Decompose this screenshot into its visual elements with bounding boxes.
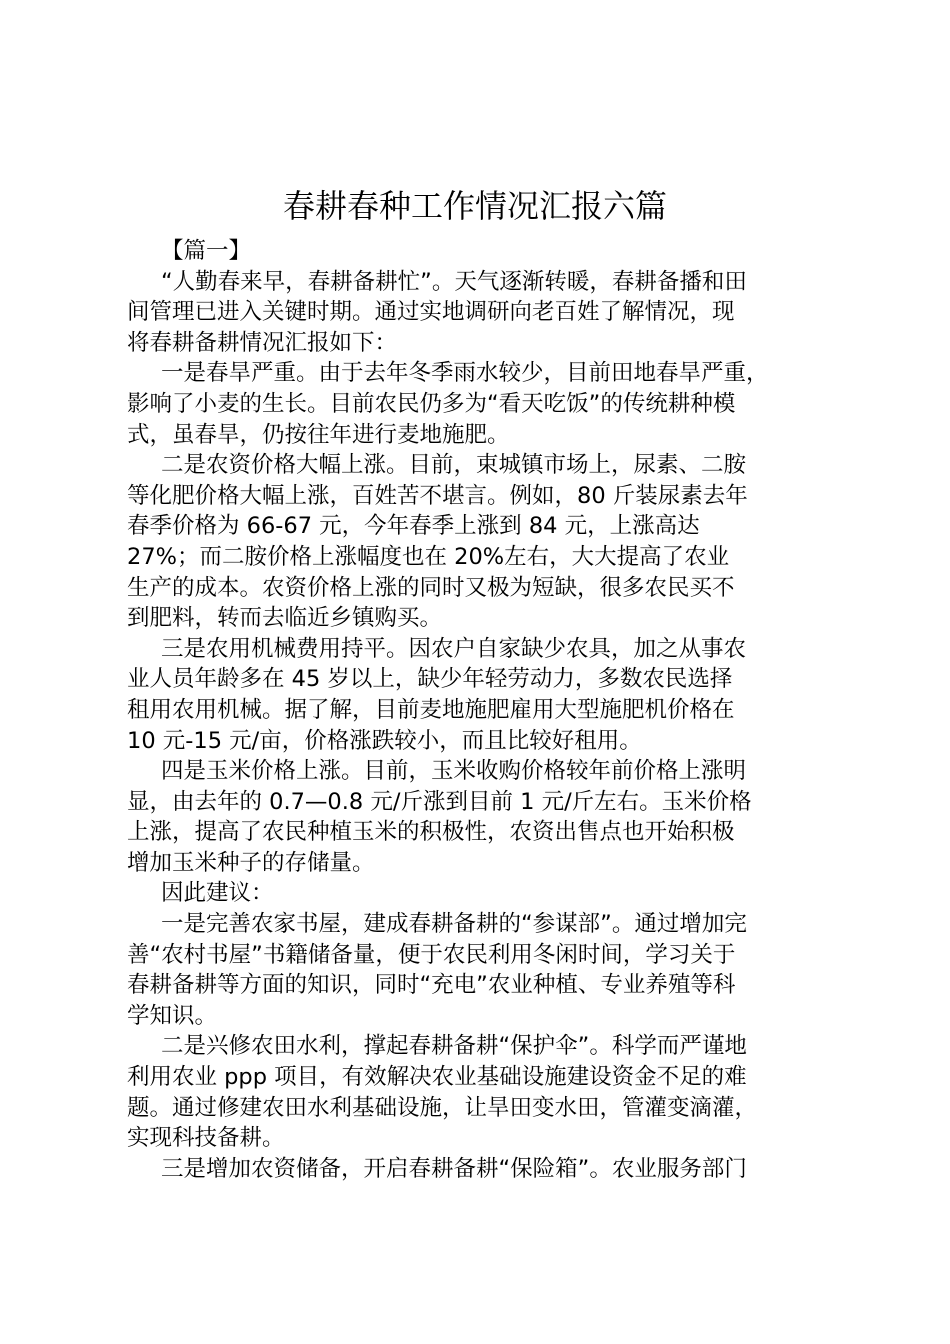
paragraph-line: 四是玉米价格上涨。目前，玉米收购价格较年前价格上涨明 [161, 758, 747, 785]
paragraph-line: 显，由去年的 0.7—0.8 元/斤涨到目前 1 元/斤左右。玉米价格 [127, 788, 752, 815]
paragraph-suggestion-irrigation [127, 1031, 847, 1153]
paragraph-line: 二是兴修农田水利，撑起春耕备耕“保护伞”。科学而严谨地 [161, 1033, 747, 1060]
paragraph-drought [127, 358, 847, 450]
paragraph-line: 到肥料，转而去临近乡镇购买。 [127, 605, 443, 632]
paragraph-line: 10 元-15 元/亩，价格涨跌较小，而且比较好租用。 [127, 727, 642, 754]
paragraph-suggestions-intro [127, 878, 847, 909]
paragraph-line: 因此建议： [161, 880, 274, 907]
paragraph-corn-prices [127, 756, 847, 878]
paragraph-line: 利用农业 ppp 项目，有效解决农业基础设施建设资金不足的难 [127, 1064, 747, 1091]
paragraph-line: 上涨，提高了农民种植玉米的积极性，农资出售点也开始积极 [127, 819, 735, 846]
paragraph-line: 实现科技备耕。 [127, 1125, 285, 1152]
document-title: 春耕春种工作情况汇报六篇 [282, 187, 667, 225]
paragraph-suggestion-bookhouse [127, 909, 847, 1031]
paragraph-line: 一是完善农家书屋，建成春耕备耕的“参谋部”。通过增加完 [161, 911, 747, 938]
paragraph-line: 式，虽春旱，仍按往年进行麦地施肥。 [127, 421, 510, 448]
paragraph-line: 生产的成本。农资价格上涨的同时又极为短缺，很多农民买不 [127, 574, 735, 601]
paragraph-line: 等化肥价格大幅上涨，百姓苦不堪言。例如，80 斤装尿素去年 [127, 482, 748, 509]
paragraph-line: 间管理已进入关键时期。通过实地调研向老百姓了解情况，现 [127, 299, 735, 326]
paragraph-line: 春季价格为 66-67 元，今年春季上涨到 84 元，上涨高达 [127, 513, 700, 540]
paragraph-line: 善“农村书屋”书籍储备量，便于农民利用冬闲时间，学习关于 [127, 941, 736, 968]
paragraph-line: 业人员年龄多在 45 岁以上，缺少年轻劳动力，多数农民选择 [127, 666, 733, 693]
paragraph-line: 二是农资价格大幅上涨。目前，束城镇市场上，尿素、二胺 [161, 452, 747, 479]
paragraph-line: 春耕备耕等方面的知识，同时“充电”农业种植、专业养殖等科 [127, 972, 736, 999]
paragraph-line: 将春耕备耕情况汇报如下： [127, 329, 398, 356]
paragraph-line: 三是增加农资储备，开启春耕备耕“保险箱”。农业服务部门 [161, 1155, 747, 1182]
section-heading: 【篇一】 [161, 238, 252, 264]
paragraph-line: 增加玉米种子的存储量。 [127, 849, 375, 876]
paragraph-line: 租用农用机械。据了解，目前麦地施肥雇用大型施肥机价格在 [127, 696, 735, 723]
paragraph-line: “人勤春来早，春耕备耕忙”。天气逐渐转暖，春耕备播和田 [161, 268, 747, 295]
paragraph-line: 一是春旱严重。由于去年冬季雨水较少，目前田地春旱严重， [161, 360, 769, 387]
paragraph-line: 影响了小麦的生长。目前农民仍多为“看天吃饭”的传统耕种模 [127, 390, 736, 417]
paragraph-line: 三是农用机械费用持平。因农户自家缺少农具，加之从事农 [161, 635, 747, 662]
paragraph-line: 学知识。 [127, 1002, 218, 1029]
paragraph-intro [127, 267, 847, 359]
paragraph-line: 27%；而二胺价格上涨幅度也在 20%左右，大大提高了农业 [127, 543, 730, 570]
document-body [127, 236, 847, 1184]
paragraph-input-prices [127, 450, 847, 634]
paragraph-suggestion-reserves [127, 1154, 847, 1185]
paragraph-machinery [127, 634, 847, 756]
paragraph-line: 题。通过修建农田水利基础设施，让旱田变水田，管灌变滴灌， [127, 1094, 758, 1121]
